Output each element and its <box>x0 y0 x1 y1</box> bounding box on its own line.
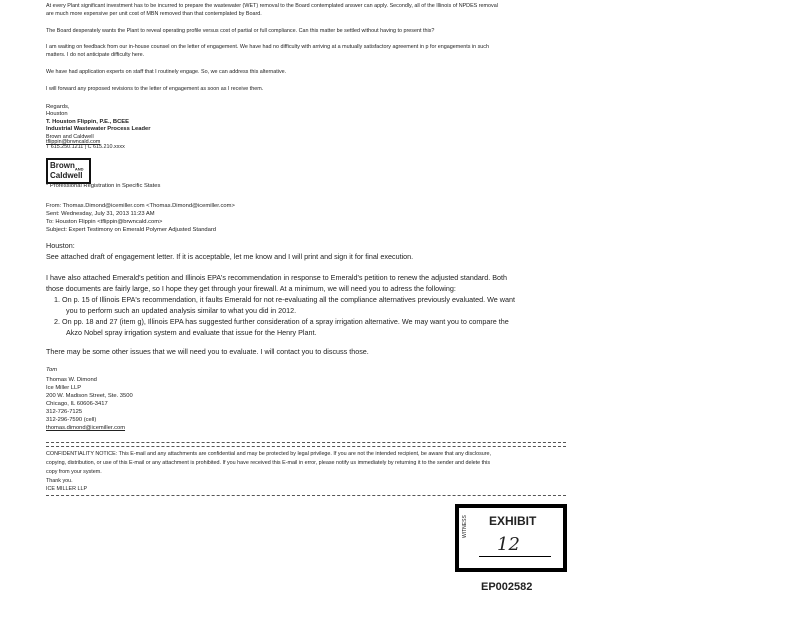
confidential-line-3: copy from your system. <box>46 469 102 475</box>
top-paragraph-line-3: The Board desperately wants the Plant to reveal operating profile versus cost of partial or full compliance. Can this matter be settled without having to present this? <box>46 28 435 34</box>
confidential-line-1: CONFIDENTIALITY NOTICE: This E-mail and any attachments are confidential and may be protected by legal privilege. If you are not the intended recipient, be aware that any disclosure, <box>46 451 492 457</box>
header-from: From: Thomas.Dimond@icemiller.com <Thomas.Dimond@icemiller.com> <box>46 203 235 209</box>
top-paragraph-line-6: We have had application experts on staff that I routinely engage. So, we can address this alternative. <box>46 69 287 75</box>
top-paragraph-line-5: matters. I do not anticipate difficulty here. <box>46 52 145 58</box>
exhibit-number: 12 <box>497 534 520 555</box>
top-paragraph-line-1: At every Plant significant investment has to be incurred to prepare the wastewater (WET) removal to the Board contemplated answer can apply. Secondly, all of the Illinois of NPDES removal <box>46 3 498 9</box>
signature-phone: T 615.250.1211 | C 615.210.xxxx <box>46 144 125 150</box>
confidential-firm: ICE MILLER LLP <box>46 486 88 492</box>
message-paragraph-2b: those documents are fairly large, so I hope they get through your firewall. At a minimum, we will need you to adress the following: <box>46 284 456 293</box>
confidential-thanks: Thank you. <box>46 478 73 484</box>
sender-phone-2: 312-296-7590 (cell) <box>46 417 97 423</box>
signature-regards: Regards, <box>46 104 70 110</box>
registration-note: * Professional Registration in Specific States <box>46 183 161 189</box>
header-sent: Sent: Wednesday, July 31, 2013 11:23 AM <box>46 211 155 217</box>
list-item-2-line-1: 2. On pp. 18 and 27 (item g), Illinois EPA has suggested further consideration of a spray irrigation alternative. We may want you to compare the <box>54 317 509 326</box>
top-paragraph-line-2: are much more expensive per unit cost of MBN removed than that contemplated by Board. <box>46 11 262 17</box>
list-item-2-line-2: Akzo Nobel spray irrigation system and evaluate that issue for the Henry Plant. <box>66 328 317 337</box>
signature-name: T. Houston Flippin, P.E., BCEE <box>46 119 129 125</box>
sender-phone-1: 312-726-7125 <box>46 409 83 415</box>
message-signoff: Tom <box>46 367 58 373</box>
sender-city: Chicago, IL 60606-3417 <box>46 401 108 407</box>
sender-firm: Ice Miller LLP <box>46 385 82 391</box>
signature-company: Brown and Caldwell <box>46 134 94 140</box>
divider-top-2 <box>46 446 566 447</box>
signature-first-name: Houston <box>46 111 68 117</box>
exhibit-underline <box>479 556 551 557</box>
logo-line-2: Caldwell <box>50 171 83 180</box>
signature-title: Industrial Wastewater Process Leader <box>46 126 151 132</box>
divider-top <box>46 442 566 443</box>
top-paragraph-line-4: I am waiting on feedback from our in-house counsel on the letter of engagement. We have had no difficulty with arriving at a mutually satisfactory agreement in p for engagements in such <box>46 44 489 50</box>
message-paragraph-2a: I have also attached Emerald's petition and Illinois EPA's recommendation in response to Emerald's petition to renew the adjusted standard. Both <box>46 273 508 282</box>
message-paragraph-3: There may be some other issues that we will need you to evaluate. I will contact you to discuss those. <box>46 347 369 356</box>
sender-street: 200 W. Madison Street, Ste. 3500 <box>46 393 133 399</box>
brown-and-caldwell-logo <box>46 158 91 184</box>
list-item-1-line-2: you to perform such an updated analysis similar to what you did in 2012. <box>66 306 297 315</box>
sender-name: Thomas W. Dimond <box>46 377 97 383</box>
logo-line-1: Brown$_{AND}$ <box>50 161 84 172</box>
divider-bottom <box>46 495 566 496</box>
exhibit-title: EXHIBIT <box>489 514 537 528</box>
confidential-line-2: copying, distribution, or use of this E-mail or any attachment is prohibited. If you have received this E-mail in error, please notify us immediately by returning it to the sender and delete this <box>46 460 491 466</box>
sender-email-link[interactable]: thomas.dimond@icemiller.com <box>46 425 126 431</box>
header-to: To: Houston Flippin <tflippin@brwncald.com> <box>46 219 163 225</box>
message-paragraph-1: See attached draft of engagement letter. If it is acceptable, let me know and I will print and sign it for final execution. <box>46 252 414 261</box>
exhibit-witness-label: WITNESS <box>462 515 468 538</box>
signature-email-link[interactable]: tflippin@brwncald.com <box>46 139 101 145</box>
bates-number: EP002582 <box>481 581 533 593</box>
exhibit-sticker <box>455 504 567 572</box>
list-item-1-line-1: 1. On p. 15 of Illinois EPA's recommendation, it faults Emerald for not re-evaluating all the compliance alternatives previously evaluated. We want <box>54 295 515 304</box>
header-subject: Subject: Expert Testimony on Emerald Polymer Adjusted Standard <box>46 227 217 233</box>
top-paragraph-line-7: I will forward any proposed revisions to the letter of engagement as soon as I receive them. <box>46 86 264 92</box>
message-greeting: Houston: <box>46 241 75 250</box>
